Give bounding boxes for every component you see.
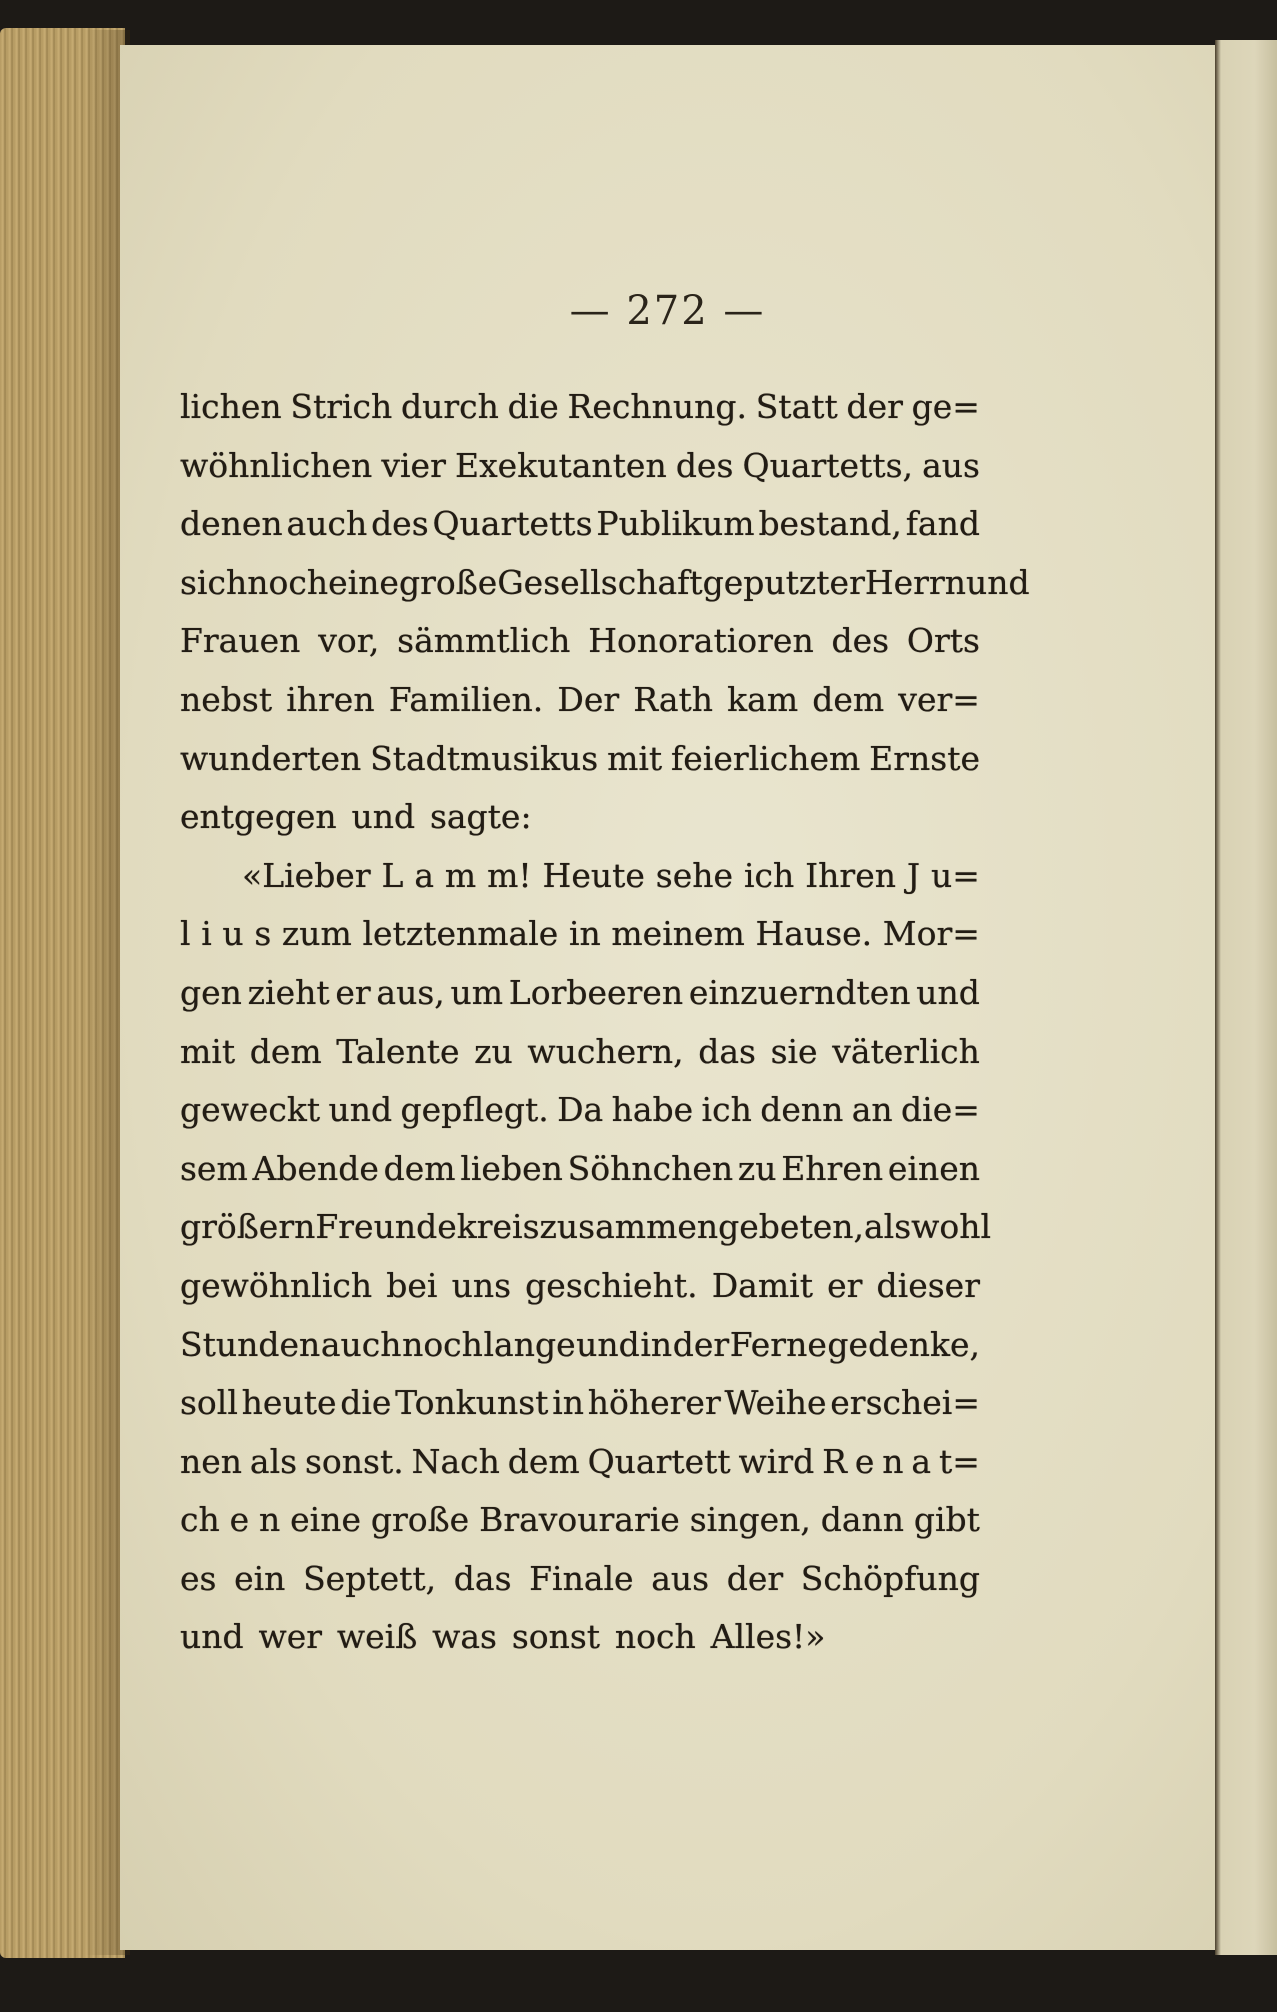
word: lieben xyxy=(460,1148,563,1188)
word: als xyxy=(864,1207,912,1247)
word: singen, xyxy=(689,1500,811,1540)
word: zum xyxy=(281,914,352,954)
word: und xyxy=(351,797,416,837)
word: auch xyxy=(320,1324,402,1364)
word: dem xyxy=(383,1148,456,1188)
word: wird xyxy=(738,1441,815,1481)
word: wuchern, xyxy=(527,1031,684,1071)
text-line xyxy=(180,1023,980,1082)
page-number: — 272 — xyxy=(569,288,766,334)
word: noch xyxy=(247,562,329,602)
word: e xyxy=(229,1500,250,1540)
word: Bravourarie xyxy=(479,1500,680,1540)
word: Familien. xyxy=(388,679,544,719)
word: eine xyxy=(290,1500,361,1540)
word: s xyxy=(254,914,272,954)
word: des xyxy=(831,621,890,661)
text-line xyxy=(180,1374,980,1433)
word: L xyxy=(381,855,404,895)
word: in xyxy=(568,914,601,954)
word: dieser xyxy=(876,1265,980,1305)
word: aus xyxy=(922,445,980,485)
word: mit xyxy=(607,738,663,778)
word: ich xyxy=(701,1090,752,1130)
word: ver= xyxy=(898,679,980,719)
word: dann xyxy=(820,1500,905,1540)
word: habe xyxy=(611,1090,694,1130)
text-line xyxy=(180,378,980,437)
word: sonst xyxy=(511,1617,601,1657)
word: Ernste xyxy=(869,738,980,778)
word: fand xyxy=(905,504,980,544)
text-line xyxy=(180,730,980,789)
word: Talente xyxy=(336,1031,460,1071)
word: lichen xyxy=(180,387,282,426)
word: Abende xyxy=(252,1148,379,1188)
word: sie xyxy=(770,1031,818,1071)
word: Orts xyxy=(906,621,980,661)
text-line xyxy=(180,847,980,906)
word: a xyxy=(414,855,435,895)
word: Publikum xyxy=(596,504,755,544)
word: a xyxy=(911,1441,932,1481)
word: die= xyxy=(901,1090,980,1130)
word: als xyxy=(249,1441,298,1481)
word: aus xyxy=(651,1558,710,1598)
word: erschei= xyxy=(830,1383,980,1423)
word: nebst xyxy=(180,679,273,719)
word: Quartett xyxy=(587,1441,731,1481)
word: einzuerndten xyxy=(688,972,911,1012)
word: sem xyxy=(180,1148,248,1188)
word: mit xyxy=(180,1031,236,1071)
word: Quartetts, xyxy=(742,445,914,485)
word: meinem xyxy=(611,914,745,954)
word: gepflegt. xyxy=(400,1090,549,1130)
word: ihren xyxy=(286,679,375,719)
word: eine xyxy=(328,562,399,602)
word: noch xyxy=(402,1324,483,1364)
word: zieht xyxy=(247,972,330,1012)
word: das xyxy=(698,1031,756,1071)
word: wer xyxy=(258,1617,323,1657)
word: gewöhnlich xyxy=(180,1265,373,1305)
word: durch xyxy=(400,387,499,426)
word: sämmtlich xyxy=(397,621,571,661)
word: Quartetts xyxy=(432,504,593,544)
word: i xyxy=(201,914,212,954)
word: und xyxy=(576,1324,640,1364)
word: aus, xyxy=(376,972,445,1012)
word: Alles!» xyxy=(710,1617,826,1657)
word: des xyxy=(371,504,429,544)
word: er xyxy=(335,972,371,1012)
word: in xyxy=(552,1383,584,1423)
word: sich xyxy=(180,562,248,602)
word: väterlich xyxy=(832,1031,980,1071)
word: ich xyxy=(743,855,795,895)
word: n xyxy=(882,1441,904,1481)
word: ein xyxy=(234,1558,286,1598)
word: und xyxy=(328,1090,393,1130)
word: sehe xyxy=(655,855,734,895)
word: zu xyxy=(737,1148,777,1188)
text-line xyxy=(180,788,980,847)
word: Rechnung. xyxy=(567,387,747,426)
word: e xyxy=(854,1441,875,1481)
word: wohl xyxy=(911,1207,992,1247)
word: große xyxy=(398,562,498,602)
word: die xyxy=(507,387,559,426)
word: um xyxy=(450,972,504,1012)
word: wöhnlichen xyxy=(180,445,373,485)
word: Gesellschaft xyxy=(497,562,703,602)
word: zusammengebeten, xyxy=(539,1207,864,1247)
word: lange xyxy=(483,1324,576,1364)
word: gedenke, xyxy=(827,1324,980,1364)
word: Der xyxy=(557,679,620,719)
word: auch xyxy=(286,504,368,544)
word: vor, xyxy=(318,621,380,661)
word: Söhnchen xyxy=(567,1148,734,1188)
word: größern xyxy=(180,1207,316,1247)
word: Freundekreis xyxy=(315,1207,540,1247)
text-line xyxy=(180,612,980,671)
text-line xyxy=(180,1316,980,1375)
word: Stadtmusikus xyxy=(370,738,599,778)
word: Rath xyxy=(633,679,714,719)
word: das xyxy=(453,1558,512,1598)
text-line xyxy=(180,1198,992,1257)
word: «Lieber xyxy=(242,855,371,895)
word: nen xyxy=(180,1441,243,1481)
word: R xyxy=(822,1441,847,1481)
word: höherer xyxy=(587,1383,721,1423)
word: geweckt xyxy=(180,1090,321,1130)
text-line xyxy=(180,1491,980,1550)
word: ch xyxy=(180,1500,220,1540)
text-line xyxy=(180,554,1030,613)
word: Statt xyxy=(755,387,838,426)
word: der xyxy=(672,1324,730,1364)
word: er xyxy=(827,1265,863,1305)
word: Honoratioren xyxy=(588,621,814,661)
word: sonst. xyxy=(304,1441,404,1481)
facing-page-edge xyxy=(1215,40,1277,1955)
word: Heute xyxy=(542,855,645,895)
text-line xyxy=(180,437,980,496)
word: was xyxy=(432,1617,497,1657)
word: gen xyxy=(180,972,242,1012)
word: Nach xyxy=(411,1441,500,1481)
word: Mor= xyxy=(882,914,980,954)
word: und xyxy=(180,1617,244,1657)
word: Da xyxy=(557,1090,604,1130)
text-line xyxy=(180,495,980,554)
word: weiß xyxy=(336,1617,418,1657)
word: bestand, xyxy=(758,504,902,544)
word: zu xyxy=(474,1031,513,1071)
word: dem xyxy=(812,679,885,719)
word: die xyxy=(340,1383,392,1423)
word: letztenmale xyxy=(362,914,559,954)
text-line xyxy=(180,1433,980,1492)
word: Schöpfung xyxy=(800,1558,980,1598)
word: dem xyxy=(507,1441,580,1481)
word: Exekutanten xyxy=(454,445,667,485)
word: Ihren xyxy=(805,855,896,895)
word: und xyxy=(965,562,1030,602)
word: gibt xyxy=(913,1500,980,1540)
text-line xyxy=(180,1257,980,1316)
word: t= xyxy=(938,1441,980,1481)
word: entgegen xyxy=(180,797,337,837)
word: Tonkunst xyxy=(395,1383,549,1423)
text-line xyxy=(180,1608,980,1667)
word: m! xyxy=(487,855,532,895)
word: Frauen xyxy=(180,621,301,661)
body-text xyxy=(180,378,1030,1667)
word: bei xyxy=(386,1265,438,1305)
word: Damit xyxy=(711,1265,813,1305)
word: sagte: xyxy=(429,797,532,837)
word: denen xyxy=(180,504,283,544)
word: denn xyxy=(760,1090,844,1130)
word: ge= xyxy=(911,387,980,426)
word: soll xyxy=(180,1383,238,1423)
word: Lorbeeren xyxy=(508,972,684,1012)
word: l xyxy=(180,914,191,954)
word: der xyxy=(726,1558,784,1598)
word: Ehren xyxy=(781,1148,884,1188)
word: heute xyxy=(241,1383,337,1423)
word: Ferne xyxy=(729,1324,827,1364)
word: der xyxy=(846,387,903,426)
word: Weihe xyxy=(724,1383,827,1423)
word: noch xyxy=(614,1617,696,1657)
word: m xyxy=(444,855,477,895)
text-line xyxy=(180,671,980,730)
text-line xyxy=(180,1081,980,1140)
word: Septett, xyxy=(303,1558,437,1598)
word: J xyxy=(906,855,921,895)
word: des xyxy=(675,445,734,485)
word: Strich xyxy=(290,387,393,426)
text-line xyxy=(180,964,980,1023)
word: in xyxy=(640,1324,673,1364)
word: es xyxy=(180,1558,217,1598)
word: Herrn xyxy=(864,562,966,602)
word: feierlichem xyxy=(671,738,861,778)
word: kam xyxy=(727,679,799,719)
word: geputzter xyxy=(702,562,865,602)
word: n xyxy=(259,1500,281,1540)
word: vier xyxy=(381,445,446,485)
word: an xyxy=(851,1090,893,1130)
word: u= xyxy=(931,855,980,895)
word: uns xyxy=(451,1265,512,1305)
text-line xyxy=(180,1550,980,1609)
word: Finale xyxy=(529,1558,634,1598)
text-line xyxy=(180,1140,980,1199)
text-line xyxy=(180,905,980,964)
word: dem xyxy=(249,1031,322,1071)
word: Stunden xyxy=(180,1324,321,1364)
word: u xyxy=(222,914,244,954)
word: wunderten xyxy=(180,738,362,778)
word: geschieht. xyxy=(525,1265,698,1305)
word: große xyxy=(370,1500,470,1540)
word: Hause. xyxy=(755,914,873,954)
word: und xyxy=(916,972,980,1012)
word: einen xyxy=(887,1148,980,1188)
